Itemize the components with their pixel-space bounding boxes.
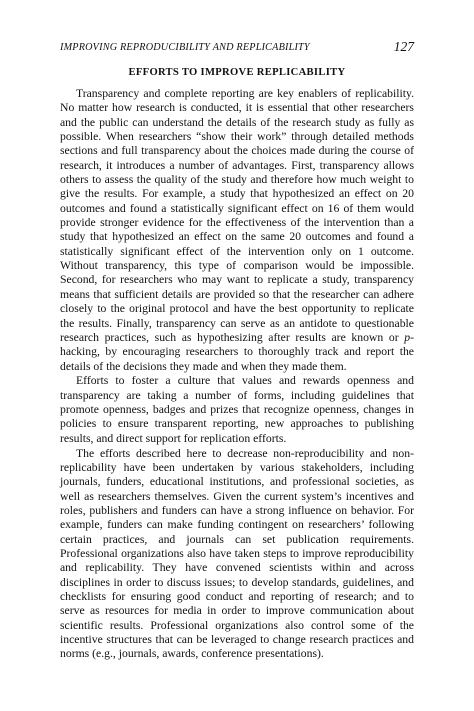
italic-term: p [404, 330, 411, 344]
page-number: 127 [393, 39, 414, 54]
paragraph [60, 87, 414, 374]
running-header [60, 39, 414, 58]
paragraph: Efforts to foster a culture that values and rewards openness and transparency are taking a number of forms, including guidelines that promote openness, badges and prizes that recognize openness, changes in policies to ensure transparent reporting, new approaches to publishing results, and direct support for replication efforts. [60, 374, 414, 445]
section-heading: EFFORTS TO IMPROVE REPLICABILITY [128, 67, 346, 78]
body-text [60, 87, 414, 662]
paragraph: The efforts described here to decrease non-reproducibility and non-replicability have been undertaken by various stakeholders, including journals, funders, educational institutions, and professional societies, as well as researchers themselves. Given the current system’s incentives and roles, publishers and funders can have a strong influence on behavior. For example, funders can make funding contingent on researchers’ following certain practices, and journals can set publication requirements. Professional organizations also have taken steps to improve reproducibility and replicability. They have convened scientists within and across disciplines in order to discuss issues; to develop standards, guidelines, and checklists for ensuring good conduct and reporting of research; and to serve as resources for media in order to improve communication about scientific results. Professional organizations also control some of the incentive structures that can be leveraged to change research practices and norms (e.g., journals, awards, conference presentations). [60, 446, 414, 661]
running-title: IMPROVING REPRODUCIBILITY AND REPLICABILITY [60, 42, 310, 53]
paragraph-text: Transparency and complete reporting are key enablers of replicability. No matter how research is conducted, it is essential that other researchers and the public can understand the details of the research study as fully as possible. When researchers “show their work” through detailed methods sections and full transparency about the choices made during the course of research, it introduces a number of advantages. First, transparency allows others to assess the quality of the study and therefore how much weight to give the results. For example, a study that hypothesized an effect on 20 outcomes and found a statistically significant effect on 16 of them would provide stronger evidence for the effectiveness of the intervention than a study that hypothesized an effect on the same 20 outcomes and found a statistically significant effect of the intervention only on 1 outcome. Without transparency, this type of comparison would be impossible. Second, for researchers who may want to replicate a study, transparency means that sufficient details are provided so that the researcher can adhere closely to the original protocol and have the best opportunity to replicate the results. Finally, transparency can serve as an antidote to questionable research practices, such as hypothesizing after results are known or [60, 87, 414, 344]
paragraph-text: -hacking, by encouraging researchers to thoroughly track and report the details of the decisions they made and when they made them. [60, 330, 414, 373]
